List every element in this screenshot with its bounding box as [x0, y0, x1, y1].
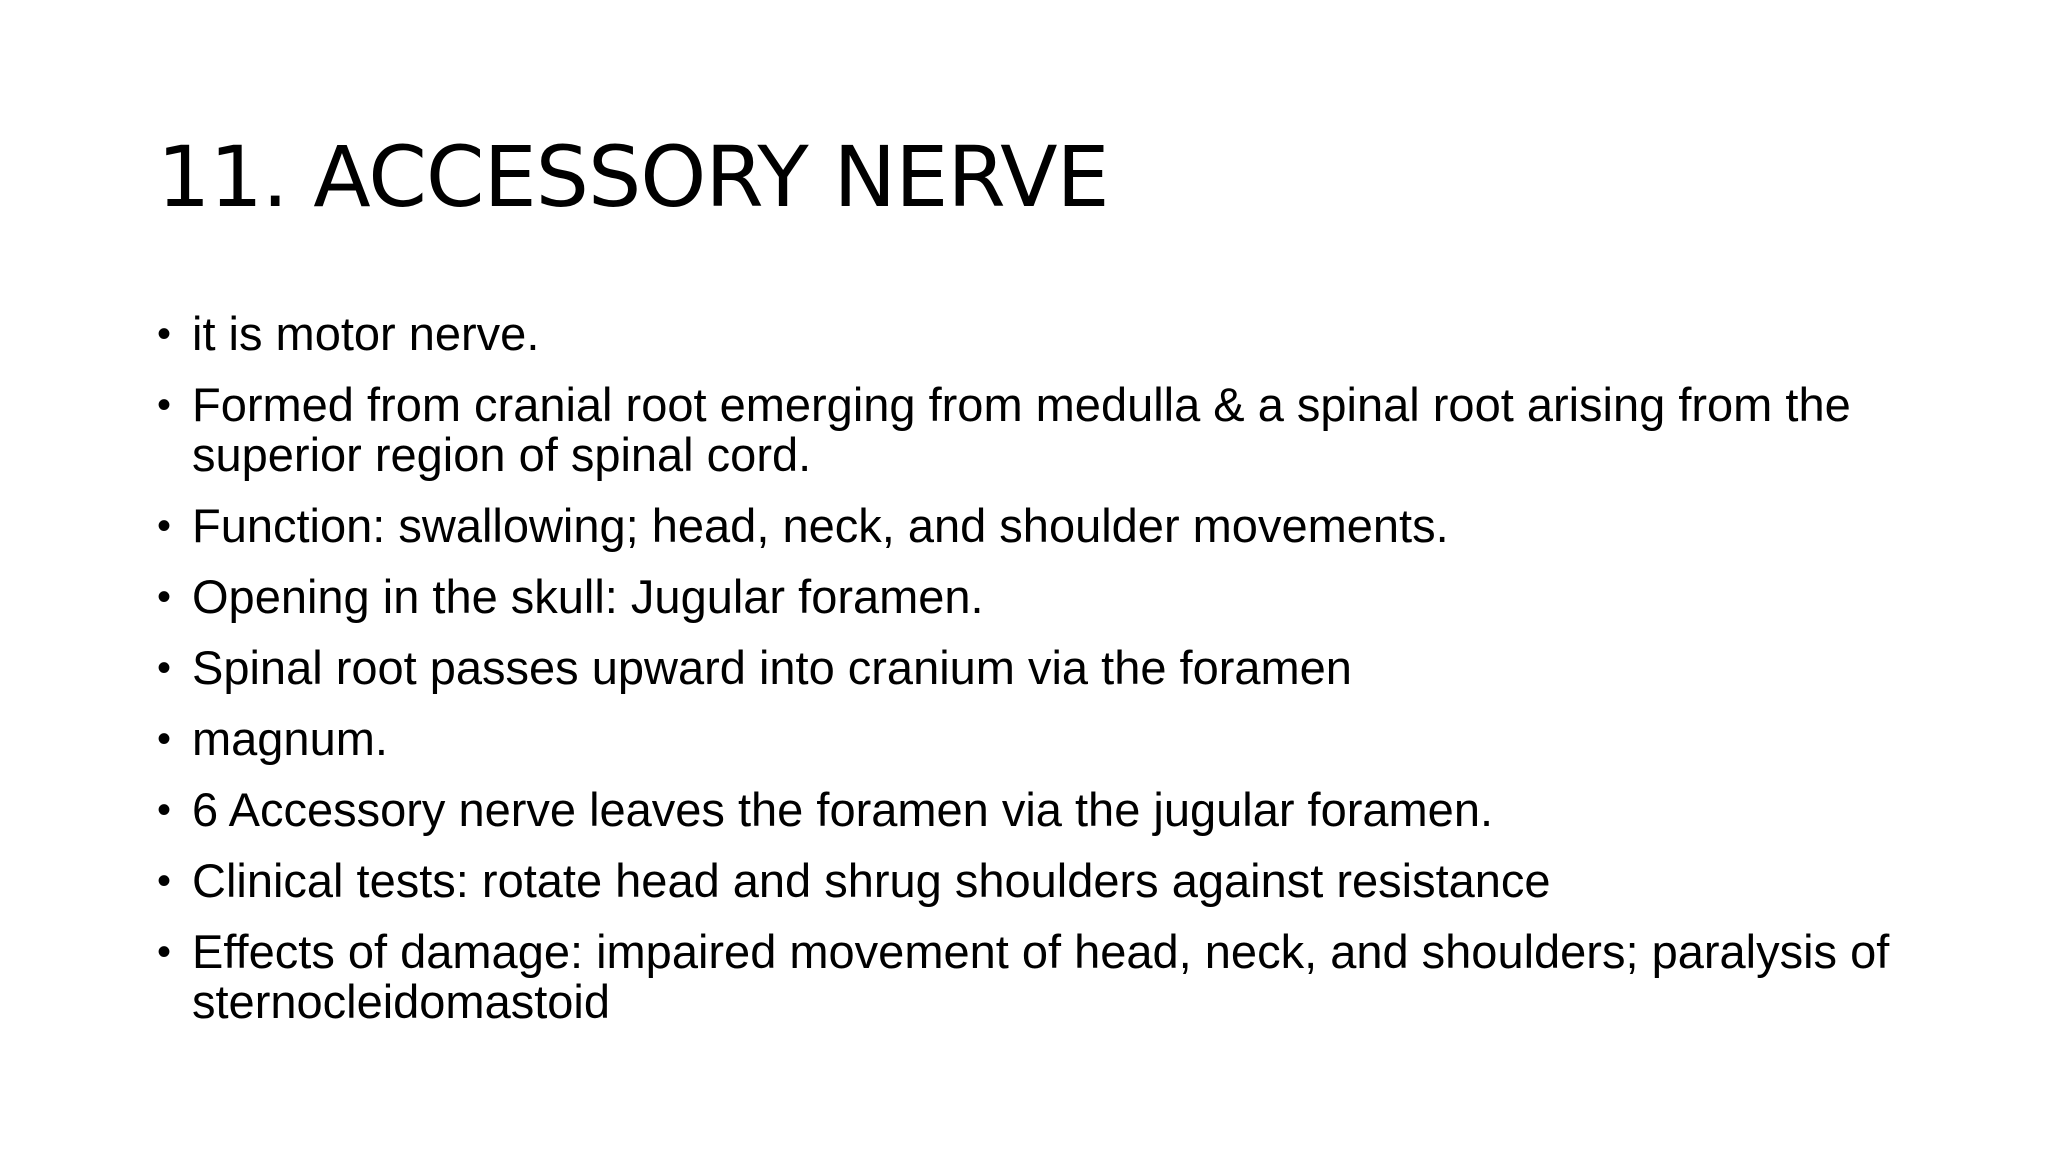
list-item: [157, 380, 1957, 480]
bullet-text: Spinal root passes upward into cranium via the foramen: [192, 641, 1352, 694]
bullet-icon: •: [157, 504, 172, 548]
bullet-icon: •: [157, 930, 172, 974]
bullet-icon: •: [157, 312, 172, 356]
bullet-text: Formed from cranial root emerging from medulla & a spinal root arising from the superior region of spinal cord.: [192, 378, 1851, 481]
bullet-icon: •: [157, 717, 172, 761]
bullet-icon: •: [157, 383, 172, 427]
bullet-text: Function: swallowing; head, neck, and shoulder movements.: [192, 499, 1449, 552]
bullet-text: 6 Accessory nerve leaves the foramen via the jugular foramen.: [192, 783, 1494, 836]
list-item: [157, 927, 1957, 1027]
bullet-text: Clinical tests: rotate head and shrug shoulders against resistance: [192, 854, 1551, 907]
list-item: [157, 501, 1957, 551]
list-item: [157, 572, 1957, 622]
bullet-icon: •: [157, 575, 172, 619]
bullet-text: it is motor nerve.: [192, 307, 540, 360]
bullet-text: Opening in the skull: Jugular foramen.: [192, 570, 984, 623]
list-item: [157, 714, 1957, 764]
list-item: [157, 309, 1957, 359]
bullet-icon: •: [157, 646, 172, 690]
list-item: [157, 856, 1957, 906]
bullet-icon: •: [157, 788, 172, 832]
bullet-list: [157, 309, 1957, 1048]
bullet-icon: •: [157, 859, 172, 903]
bullet-text: magnum.: [192, 712, 388, 765]
list-item: [157, 785, 1957, 835]
slide-title: 11. ACCESSORY NERVE: [157, 128, 1109, 226]
bullet-text: Effects of damage: impaired movement of head, neck, and shoulders; paralysis of sternocleidomastoid: [192, 925, 1890, 1028]
list-item: [157, 643, 1957, 693]
